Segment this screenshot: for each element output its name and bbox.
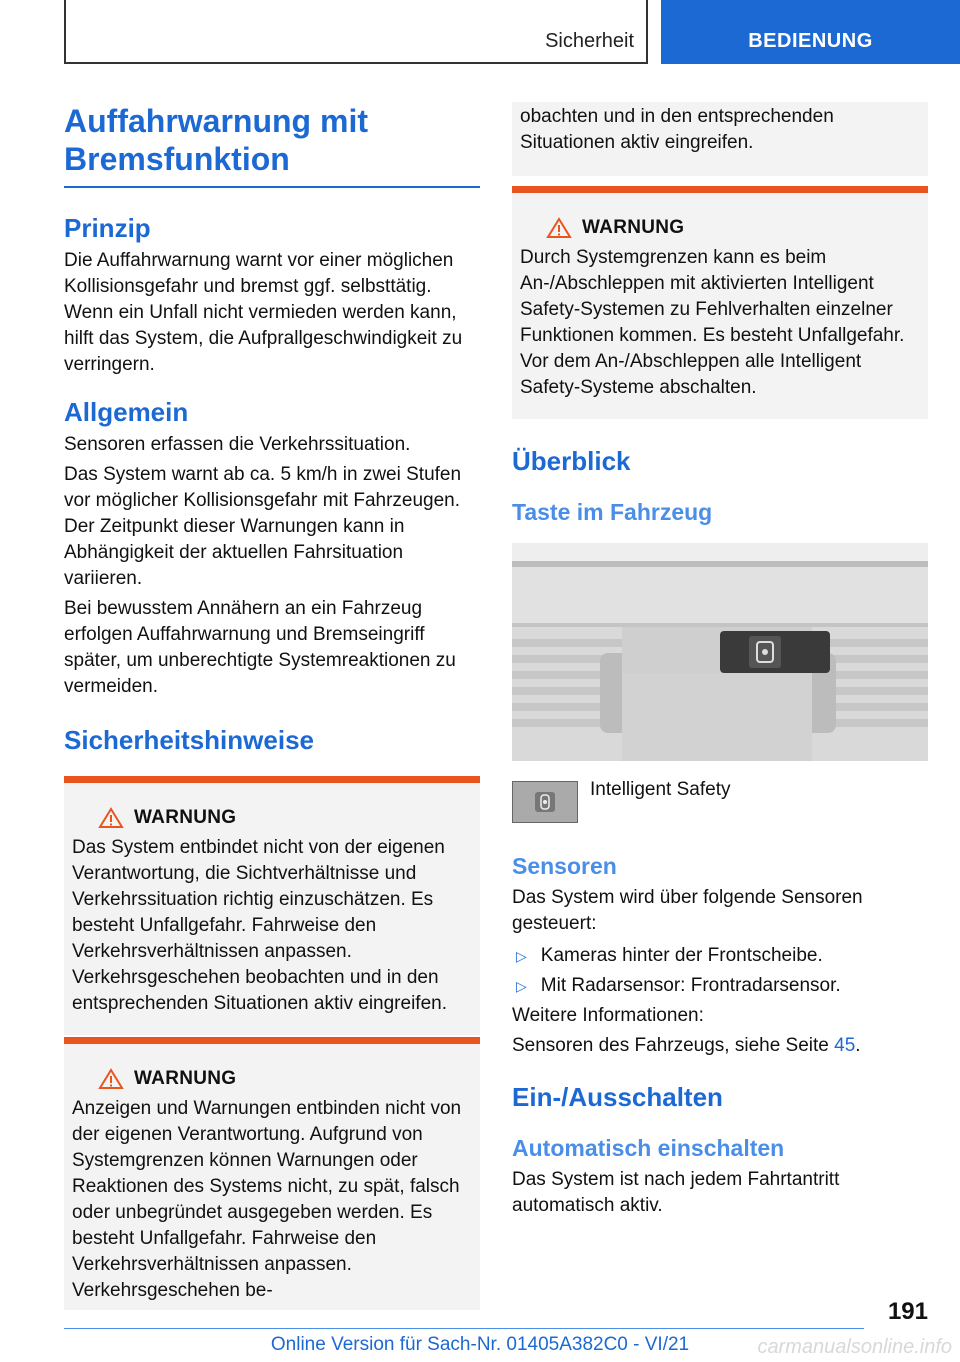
warning-box-2-continued [512,102,928,176]
list-item-text: Kameras hinter der Frontscheibe. [540,945,823,966]
right-column [512,102,928,1219]
sensoren-reference: Sensoren des Fahrzeugs, siehe Seite 45. [512,1035,861,1056]
warning-text: obachten und in den entsprechenden Situationen aktiv eingreifen. [520,106,834,153]
intelligent-safety-icon [512,781,578,823]
header-section-title: Sicherheit [545,30,634,52]
list-item-text: Mit Radarsensor: Frontradarsensor. [540,975,841,996]
warning-title: WARNUNG [134,1068,237,1089]
header-chapter-tab[interactable] [661,0,960,64]
warning-text: Das System entbindet nicht von der eigenen Verantwortung, die Sichtverhältnisse und Verkehrssituation richtig einzuschätzen. Es besteht Unfallgefahr. Fahrweise den Verkehrsverhältnissen anpassen. Verkehrsgeschehen beobachten und in den entsprechenden Situationen aktiv eingreifen. [72,837,447,1014]
list-item [512,973,928,999]
warning-triangle-icon [98,1068,124,1090]
warning-triangle-icon [98,807,124,829]
allgemein-text-2: Das System warnt ab ca. 5 km/h in zwei Stufen vor möglicher Kollisionsgefahr mit Fahrzeugen. Der Zeitpunkt dieser Warnungen kann in Abhängigkeit der aktuellen Fahrsituation variieren. [64,464,462,589]
weitere-informationen: Weitere Informationen: [512,1005,704,1026]
page-link[interactable]: 45 [834,1035,856,1056]
warning-title: WARNUNG [134,807,237,828]
prinzip-text: Die Auffahrwarnung warnt vor einer möglichen Kollisionsgefahr und bremst ggf. selbsttätig. Wenn ein Unfall nicht vermieden werden kann, hilft das System, die Aufprallgeschwindigkeit zu verringern. [64,250,463,375]
legend-label: Intelligent Safety [590,779,731,800]
button-legend [512,781,928,823]
warning-text: Durch Systemgrenzen kann es beim An-/Abschleppen mit aktivierten Intelligent Safety-Systemen zu Fehlverhalten einzelner Funktionen kommen. Es besteht Unfallgefahr. Vor dem An-/Abschleppen alle Intelligent Safety-Systeme abschalten. [520,247,905,398]
warning-box-1 [64,776,480,1035]
left-column [64,102,480,1310]
dashboard-illustration [512,543,928,761]
warning-box-3 [512,186,928,419]
allgemein-text-1: Sensoren erfassen die Verkehrssituation. [64,434,411,455]
header-chapter-label: BEDIENUNG [748,30,873,52]
heading-prinzip: Prinzip [64,213,151,243]
heading-allgemein: Allgemein [64,397,189,427]
warning-triangle-icon [546,217,572,239]
warning-text: Anzeigen und Warnungen entbinden nicht von der eigenen Verantwortung. Aufgrund von Systemgrenzen können Warnungen oder Reaktionen des Systems nicht, zu spät, falsch oder unbegründet ausgegeben werden. Es besteht Unfallgefahr. Fahrweise den Verkehrsverhältnissen anpassen. Verkehrsgeschehen be- [72,1098,462,1301]
warning-box-2 [64,1037,480,1310]
heading-sensoren: Sensoren [512,853,617,879]
page-title: Auffahrwarnung mit Bremsfunktion [64,102,480,188]
heading-sicherheitshinweise: Sicherheitshinweise [64,725,314,755]
heading-ueberblick: Überblick [512,446,631,476]
button-location-photo [512,543,928,761]
watermark: carmanualsonline.info [757,1336,952,1358]
warning-title: WARNUNG [582,217,685,238]
automatisch-text: Das System ist nach jedem Fahrtantritt automatisch aktiv. [512,1169,840,1216]
footer-divider [64,1328,864,1329]
sensoren-text: Das System wird über folgende Sensoren gesteuert: [512,887,863,934]
heading-taste-im-fahrzeug: Taste im Fahrzeug [512,499,713,525]
page-number: 191 [887,1298,928,1325]
triangle-bullet-icon: ▷ [516,948,527,964]
allgemein-text-3: Bei bewusstem Annähern an ein Fahrzeug erfolgen Auffahrwarnung und Bremseingriff später, um unberechtigte Systemreaktionen zu vermeiden. [64,598,456,697]
heading-ein-ausschalten: Ein-/Ausschalten [512,1082,723,1112]
footer-online-version: Online Version für Sach-Nr. 01405A382C0 - VI/21 [270,1334,690,1355]
header-section-box [64,0,648,64]
triangle-bullet-icon: ▷ [516,978,527,994]
list-item [512,943,928,969]
heading-automatisch-einschalten: Automatisch einschalten [512,1135,785,1161]
